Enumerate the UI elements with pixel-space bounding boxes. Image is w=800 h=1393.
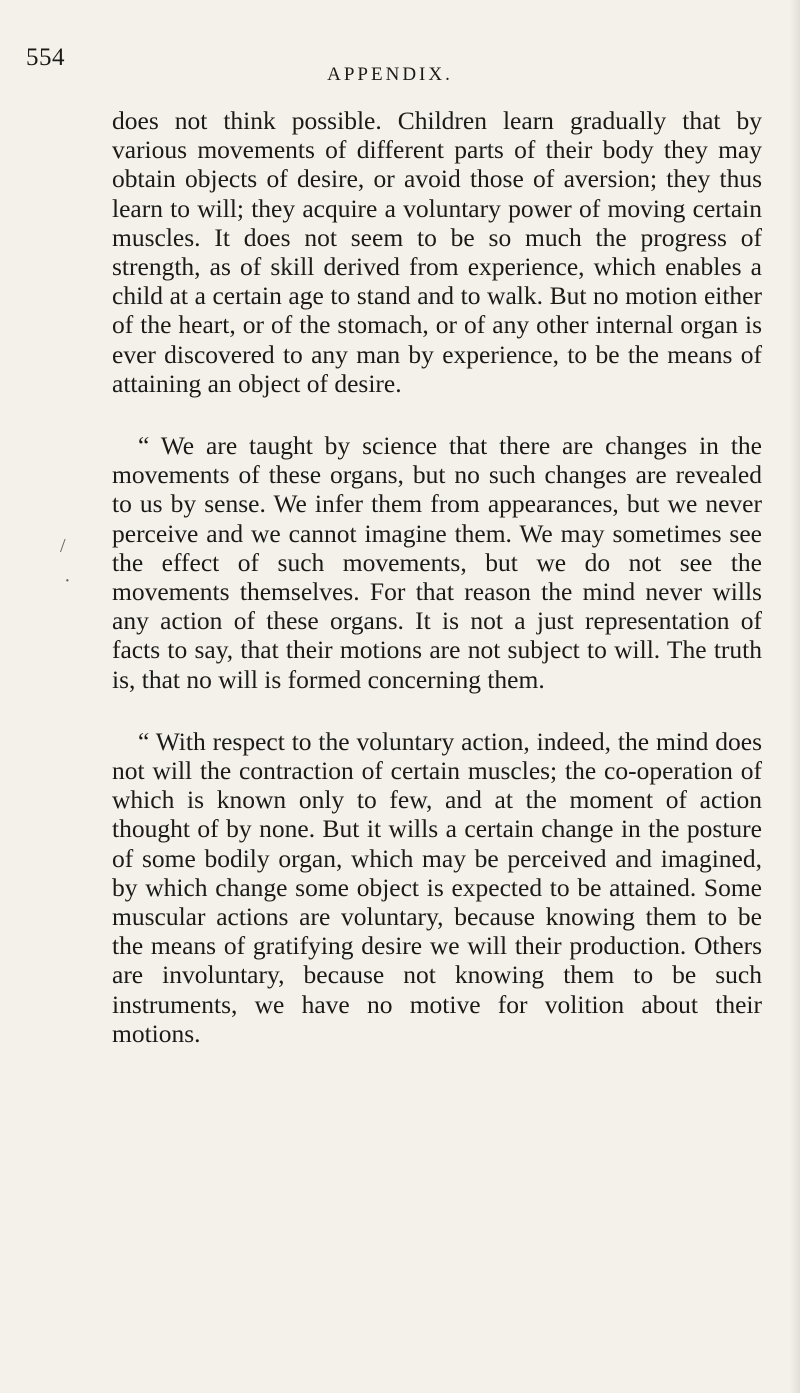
page-edge-shadow	[790, 0, 800, 1393]
body-text	[112, 106, 762, 1048]
paragraph-1: does not think possible. Children learn gradually that by various movements of different parts of their body they may obtain objects of desire, or avoid those of aversion; they thus learn to will; they acquire a voluntary power of moving certain muscles. It does not seem to be so much the progress of strength, as of skill derived from experience, which enables a child at a certain age to stand and to walk. But no motion either of the heart, or of the stomach, or of any other internal organ is ever discovered to any man by experience, to be the means of attaining an object of desire.	[112, 106, 762, 398]
margin-dot-mark: ·	[64, 570, 71, 592]
page-number: 554	[26, 44, 65, 71]
paragraph-2: “ We are taught by science that there are changes in the movements of these organs, but no such changes are revealed to us by sense. We infer them from appearances, but we never perceive and we cannot imagine them. We may sometimes see the effect of such movements, but we do not see the movements themselves. For that reason the mind never wills any action of these organs. It is not a just representation of facts to say, that their motions are not subject to will. The truth is, that no will is formed concerning them.	[112, 431, 762, 694]
margin-tick-mark: /	[60, 535, 66, 557]
paragraph-3: “ With respect to the voluntary action, indeed, the mind does not will the contraction of certain muscles; the co-operation of which is known only to few, and at the moment of action thought of by none. But it wills a certain change in the posture of some bodily organ, which may be perceived and imagined, by which change some object is expected to be attained. Some muscular actions are voluntary, because knowing them to be the means of gratifying desire we will their production. Others are involuntary, because not knowing them to be such instruments, we have no motive for volition about their motions.	[112, 726, 762, 1048]
running-head: APPENDIX.	[327, 64, 453, 85]
